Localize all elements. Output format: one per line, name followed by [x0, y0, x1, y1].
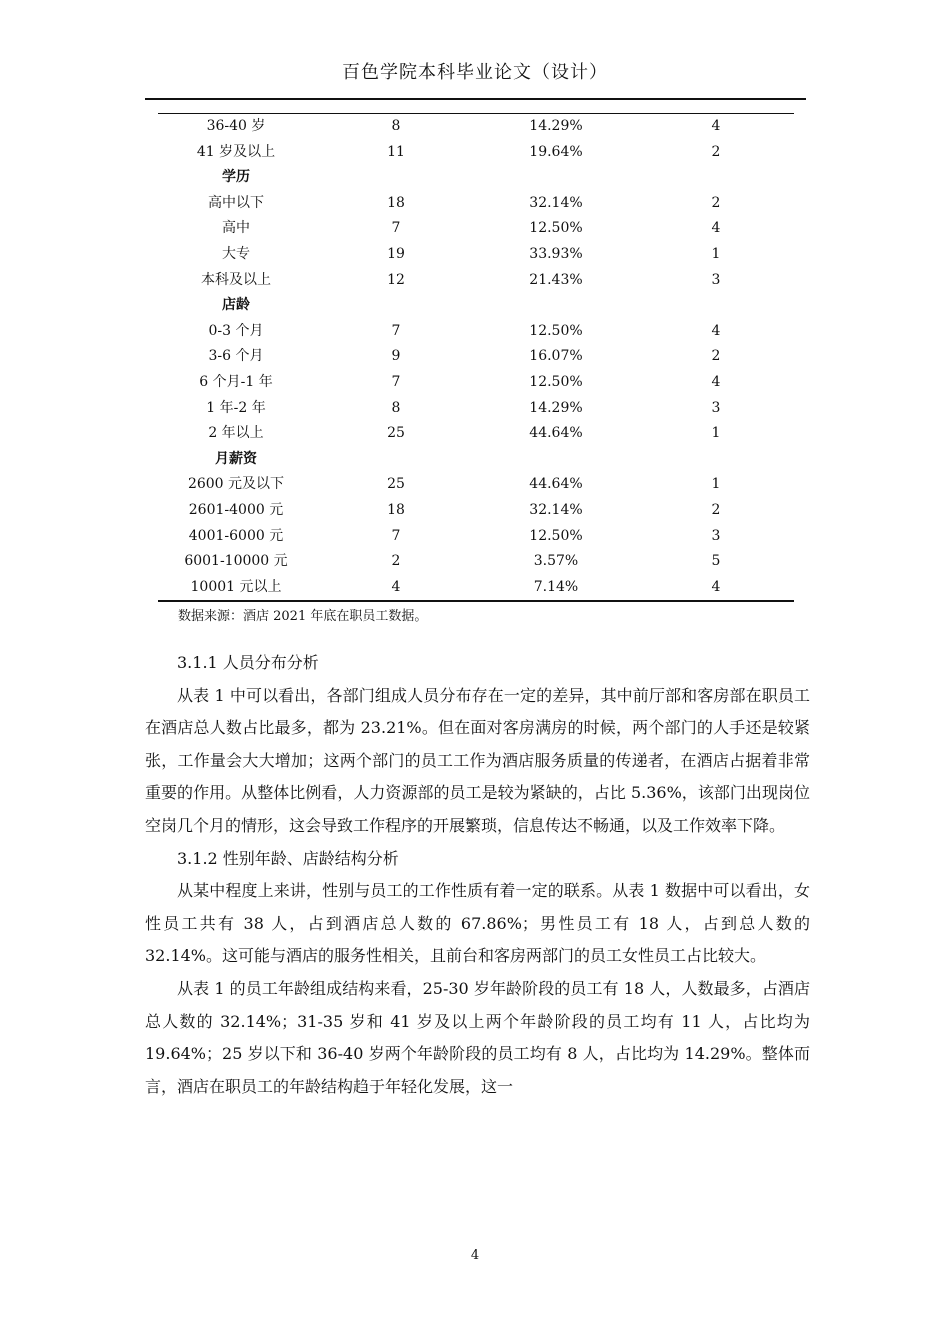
rank-cell: 4 — [711, 322, 721, 339]
table-section-label: 店龄 — [222, 297, 250, 314]
row-label-cell: 1 年-2 年 — [206, 399, 266, 416]
rank-cell: 4 — [711, 578, 721, 595]
count-cell: 8 — [391, 118, 401, 134]
rank-cell: 3 — [711, 271, 721, 288]
table-row — [158, 140, 794, 166]
section-heading-3-1-1: 3.1.1 人员分布分析 — [177, 653, 319, 672]
rank-cell: 1 — [711, 425, 721, 442]
count-cell: 19 — [387, 245, 405, 262]
table-row — [158, 498, 794, 524]
table-row — [158, 216, 794, 242]
count-cell: 9 — [391, 348, 401, 365]
rank-cell: 1 — [711, 245, 721, 262]
header-rule — [145, 98, 806, 100]
count-cell: 2 — [391, 553, 401, 570]
table-section-label: 月薪资 — [215, 450, 257, 467]
row-label-cell: 大专 — [222, 245, 250, 262]
rank-cell: 1 — [711, 476, 721, 493]
row-label-cell: 6001-10000 元 — [184, 553, 288, 570]
table-row — [158, 319, 794, 345]
percent-cell: 32.14% — [529, 501, 583, 518]
table-section-row — [158, 293, 794, 319]
body-text — [145, 647, 810, 1103]
row-label-cell: 3-6 个月 — [208, 348, 264, 365]
count-cell: 7 — [391, 220, 401, 237]
paragraph-3-1-2-age: 从表 1 的员工年龄组成结构来看，25-30 岁年龄阶段的员工有 18 人，人数最多，占酒店总人数的 32.14%；31-35 岁和 41 岁及以上两个年龄阶段的员工均有 11 人，占比均为 19.64%；25 岁以下和 36-40 岁两个年龄阶段的员工均有 8 人，占比均为 14.29%。整体而言，酒店在职员工的年龄结构趋于年轻化发展，这一 — [145, 978, 810, 1096]
table-bottom-rule — [158, 600, 794, 602]
page-number: 4 — [470, 1248, 480, 1263]
rank-cell: 4 — [711, 373, 721, 390]
table-row — [158, 421, 794, 447]
count-cell: 7 — [391, 373, 401, 390]
percent-cell: 12.50% — [529, 527, 583, 544]
table-section-label: 学历 — [222, 169, 250, 186]
section-heading-3-1-2: 3.1.2 性别年龄、店龄结构分析 — [177, 848, 399, 868]
count-cell: 7 — [391, 527, 401, 544]
table-row — [158, 472, 794, 498]
table-row — [158, 242, 794, 268]
percent-cell: 12.50% — [529, 220, 583, 237]
row-label-cell: 2601-4000 元 — [188, 501, 284, 518]
table-row — [158, 575, 794, 601]
table-section-row — [158, 165, 794, 191]
percent-cell: 14.29% — [529, 399, 583, 416]
page-header-title: 百色学院本科毕业论文（设计） — [342, 62, 608, 83]
row-label-cell: 本科及以上 — [201, 271, 271, 288]
percent-cell: 33.93% — [529, 245, 583, 262]
percent-cell: 7.14% — [533, 578, 579, 595]
row-label-cell: 36-40 岁 — [206, 118, 266, 134]
staff-structure-table — [158, 114, 794, 600]
count-cell: 11 — [387, 143, 405, 160]
row-label-cell: 高中以下 — [208, 194, 264, 211]
percent-cell: 12.50% — [529, 322, 583, 339]
paragraph-3-1-2-gender: 从某中程度上来讲，性别与员工的工作性质有着一定的联系。从表 1 数据中可以看出，女性员工共有 38 人，占到酒店总人数的 67.86%；男性员工有 18 人，占到总人数的 32.14%。这可能与酒店的服务性相关，且前台和客房两部门的员工女性员工占比较大。 — [145, 881, 810, 966]
count-cell: 18 — [387, 194, 405, 211]
rank-cell: 2 — [711, 348, 721, 365]
row-label-cell: 2 年以上 — [208, 425, 264, 442]
row-label-cell: 高中 — [222, 220, 250, 237]
table-row — [158, 268, 794, 294]
row-label-cell: 10001 元以上 — [190, 578, 282, 595]
table-row — [158, 396, 794, 422]
percent-cell: 44.64% — [529, 476, 583, 493]
percent-cell: 19.64% — [529, 143, 583, 160]
percent-cell: 3.57% — [533, 553, 579, 570]
rank-cell: 5 — [711, 553, 721, 570]
rank-cell: 4 — [711, 220, 721, 237]
percent-cell: 16.07% — [529, 348, 583, 365]
table-section-row — [158, 447, 794, 473]
count-cell: 25 — [387, 425, 405, 442]
percent-cell: 44.64% — [529, 425, 583, 442]
rank-cell: 2 — [711, 143, 721, 160]
count-cell: 18 — [387, 501, 405, 518]
rank-cell: 3 — [711, 527, 721, 544]
row-label-cell: 6 个月-1 年 — [199, 373, 273, 390]
row-label-cell: 0-3 个月 — [208, 322, 264, 339]
rank-cell: 3 — [711, 399, 721, 416]
count-cell: 8 — [391, 399, 401, 416]
row-label-cell: 2600 元及以下 — [187, 476, 285, 493]
table-row — [158, 370, 794, 396]
row-label-cell: 41 岁及以上 — [196, 143, 276, 160]
percent-cell: 14.29% — [529, 118, 583, 134]
rank-cell: 2 — [711, 194, 721, 211]
count-cell: 25 — [387, 476, 405, 493]
count-cell: 4 — [391, 578, 401, 595]
paragraph-3-1-1: 从表 1 中可以看出，各部门组成人员分布存在一定的差异，其中前厅部和客房部在职员工在酒店总人数占比最多，都为 23.21%。但在面对客房满房的时候，两个部门的人手还是较紧张，工作量会大大增加；这两个部门的员工工作为酒店服务质量的传递者，在酒店占据着非常重要的作用。从整体比例看，人力资源部的员工是较为紧缺的，占比 5.36%，该部门出现岗位空岗几个月的情形，这会导致工作程序的开展繁琐，信息传达不畅通，以及工作效率下降。 — [145, 685, 810, 835]
table-row — [158, 549, 794, 575]
rank-cell: 4 — [711, 118, 721, 134]
percent-cell: 12.50% — [529, 373, 583, 390]
table-row — [158, 114, 794, 140]
table-row — [158, 524, 794, 550]
table-row — [158, 344, 794, 370]
row-label-cell: 4001-6000 元 — [188, 527, 284, 544]
percent-cell: 21.43% — [529, 271, 583, 288]
percent-cell: 32.14% — [529, 194, 583, 211]
count-cell: 12 — [387, 271, 405, 288]
count-cell: 7 — [391, 322, 401, 339]
table-source-note: 数据来源：酒店 2021 年底在职员工数据。 — [178, 609, 428, 624]
table-row — [158, 191, 794, 217]
rank-cell: 2 — [711, 501, 721, 518]
